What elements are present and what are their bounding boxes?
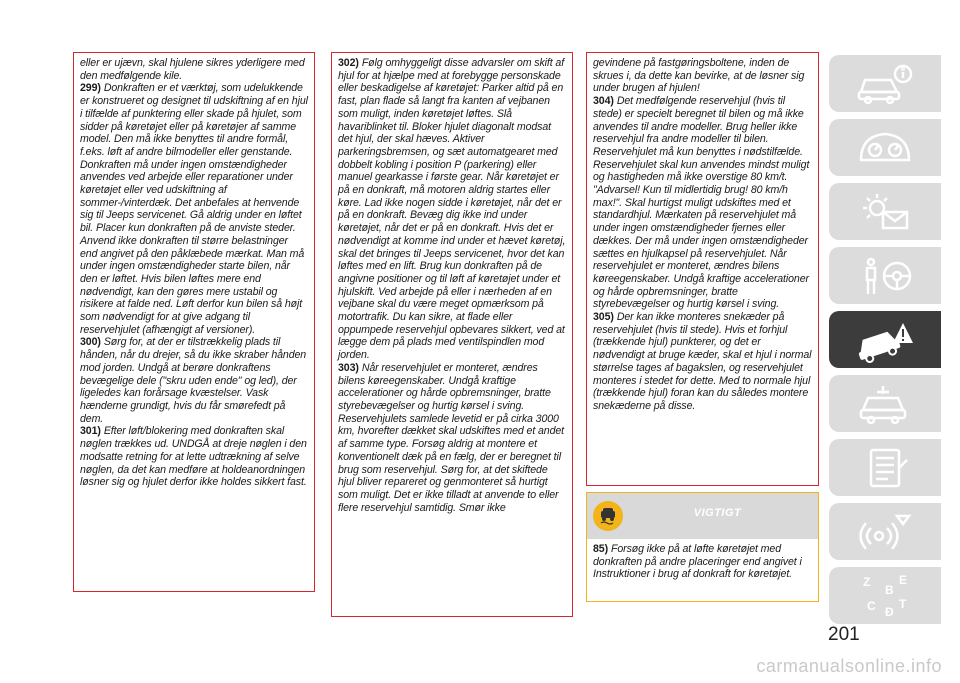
chapter-sidebar — [829, 55, 941, 631]
page-number: 201 — [828, 624, 860, 645]
tab-multimedia[interactable] — [829, 503, 941, 560]
warning-box — [586, 492, 819, 602]
svg-text:B: B — [885, 582, 894, 597]
dashboard-icon — [855, 126, 915, 170]
paragraph-305: 305) Der kan ikke monteres snekæder på reservehjulet (hvis til stede). Hvis et forhjul (trækkende hjul) punkterer, og det er nødvendigt at bruge kæder, skal et hjul i normal størrelse tages af bagakslen, og reservehjulet monteres i stedet for dette. Med to normale hjul (trækkende hjul) foran kan du således montere snekæderne på disse. — [593, 311, 812, 412]
warning-title: VIGTIGT — [693, 507, 742, 519]
paragraph-299: 299) Donkraften er et værktøj, som udelukkende er konstrueret og designet til udskiftning af en hjul i tilfælde af punktering eller skade på hjulet, som sidder på køretøjet eller på køretøjer af samme model. Den må ikke benyttes til andre formål, f.eks. løft af andre bilmodeller eller genstande. Donkraften må under ingen omstændigheder anvendes ved arbejde eller reparationer under køretøjet eller ved udskiftning af sommer-/vinterdæk. Det anbefales at henvende sig til Jeeps servicenet. Gå aldrig under en løftet bil. Placer kun donkraften på de anviste steder. Anvend ikke donkraften til større belastninger end angivet på den påklæbede mærkat. Man må under ingen omstændigheder starte bilen, når den er løftet. Hvis bilen løftes mere end nødvendigt, kan den gøres mere ustabil og risikere at falde ned. Løft derfor kun bilen så højt som nødvendigt for at give adgang til reservehjulet (afhængigt af versioner). — [80, 82, 308, 336]
seatbelt-steering-icon — [855, 254, 915, 298]
svg-text:Ð: Ð — [885, 604, 894, 619]
tab-lights-messages[interactable] — [829, 183, 941, 240]
tab-technical-data[interactable] — [829, 439, 941, 496]
sun-envelope-icon — [855, 190, 915, 234]
tab-dashboard[interactable] — [829, 119, 941, 176]
paragraph-301: 301) Efter løft/blokering med donkraften skal nøglen trækkes ud. UNDGÅ at dreje nøglen i den modsatte retning for at lette udtrækning af selve nøglen, da det kan medføre at holdeanordningen løsner sig og hjulet derfor ikke holdes sikkert fast. — [80, 425, 307, 489]
tab-service[interactable] — [829, 375, 941, 432]
tab-emergency[interactable] — [829, 311, 941, 368]
svg-text:E: E — [899, 572, 908, 587]
paragraph-300: 300) Sørg for, at der er tilstrækkelig plads til hånden, når du drejer, så du ikke skraber hånden mod jorden. Undgå at berøre donkraftens bevægelige dele ("skru uden ende" og led), der ligeledes kan forårsage kvæstelser. Vask hænderne grundigt, hvis du får smørefedt på dem. — [80, 336, 307, 425]
paragraph: eller er ujævn, skal hjulene sikres yderligere med den medfølgende kile. — [80, 57, 305, 82]
text-column-2 — [331, 52, 573, 617]
car-service-icon — [855, 382, 915, 426]
paragraph-303: 303) Når reservehjulet er monteret, ændres bilens køreegenskaber. Undgå kraftige accelerationer og hårde opbremsninger, bratte styrebevægelser og hurtig kørsel i sving. Reservehjulets samlede levetid er på cirka 3000 km, hvorefter dækket skal udskiftes med et andet af samme type. Forsøg aldrig at montere et konventionelt dæk på en fælg, der er beregnet til brug som reservehjul. Sørg for, at det skiftede hjul bliver repareret og genmonteret så hurtigt som muligt. Det er ikke tilladt at anvende to eller flere reservehjul samtidig. Smør ikke — [338, 361, 565, 514]
tab-car-info[interactable] — [829, 55, 941, 112]
tab-index[interactable] — [829, 567, 941, 624]
watermark: carmanualsonline.info — [756, 656, 942, 676]
svg-text:C: C — [867, 598, 876, 613]
paragraph-302: 302) Følg omhyggeligt disse advarsler om skift af hjul for at hjælpe med at forebygge personskade eller beskadigelse af køretøjet: Parker altid på en fast, plan flade så langt fra kanten af vejbanen som muligt, inden køretøjet løftes. Slå havariblinket til. Bloker hjulet diagonalt modsat det hjul, der skal hæves. Aktiver parkeringsbremsen, og sæt automatgearet med dobbelt kobling i position P (parkering) eller manuel gearkasse i første gear. Når køretøjet er på en donkraft, må motoren aldrig startes eller køre. Lad ikke nogen sidde i køretøjet, når det er på en donkraft. Bevæg dig ikke ind under køretøjet, når det er på en donkraft. Hvis det er nødvendigt at komme ind under et hævet køretøj, skal det bringes til Jeeps servicenet, hvor det kan løftes med en lift. Brug kun donkraften på de angivne positioner og til løft af køretøjet under et hjulskift. Ved arbejde på eller i nærheden af en vejbane skal du være meget opmærksom på motortrafik. Du kan sikre, at flade eller oppumpede reservehjul opbevares sikkert, ved at lægge dem på plads med ventilspindlen mod jorden. — [338, 57, 566, 362]
svg-text:T: T — [899, 596, 907, 611]
signal-icon — [855, 510, 915, 554]
svg-text:Z: Z — [863, 574, 871, 589]
paragraph-304: 304) Det medfølgende reservehjul (hvis til stede) er specielt beregnet til bilen og må ikke anvendes til andre modeller. Brug heller ikke reservehjul fra andre modeller til bilen. Reservehjulet må kun benyttes i nødstilfælde. Reservehjulet skal kun anvendes mindst muligt og hastigheden må ikke overstige 80 km/t. "Advarsel! Kun til midlertidig brug! 80 km/h max!". Skal hurtigst muligt udskiftes med et standardhjul. Mærkaten på reservehjulet må under ingen omstændigheder fjernes eller dækkes. Der må under ingen omstændigheder sættes en hjulkapsel på reservehjulet. Når reservehjulet er monteret, ændres bilens køreegenskaber. Undgå kraftige accelerationer og hårde opbremsninger, bratte styrebevægelser og hurtig kørsel i sving. — [593, 95, 810, 311]
car-hazard-icon — [853, 317, 917, 363]
paragraph-85: 85) Forsøg ikke på at løfte køretøjet med donkraften på andre placeringer end angivet i Instruktioner i brug af donkraft for køretøjet. — [593, 543, 802, 581]
index-letters-icon — [855, 572, 915, 620]
checklist-icon — [855, 446, 915, 490]
car-info-icon — [855, 62, 915, 106]
paragraph: gevindene på fastgøringsboltene, inden de skrues i, da dette kan bevirke, at de løsner sig under brugen af hjulen! — [593, 57, 805, 95]
text-column-1 — [73, 52, 315, 592]
text-column-3 — [586, 52, 819, 486]
tab-safety[interactable] — [829, 247, 941, 304]
warning-header — [587, 493, 818, 539]
